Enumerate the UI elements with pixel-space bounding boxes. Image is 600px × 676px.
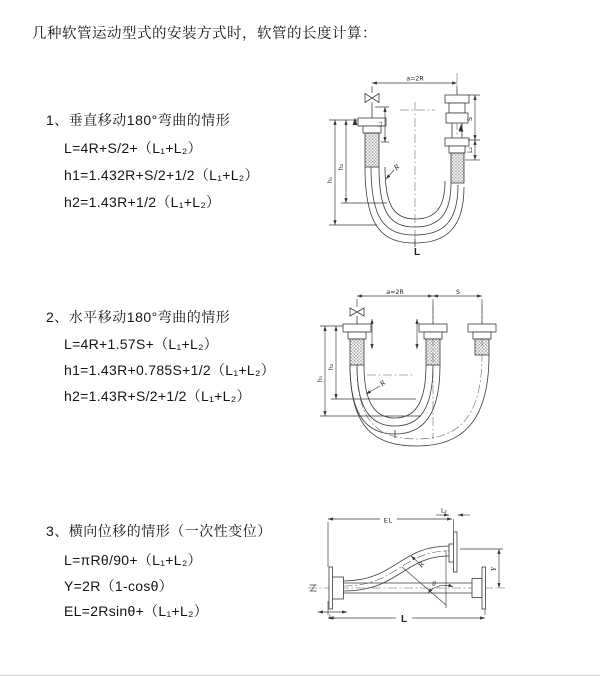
dim-l2-label: L₂ <box>440 507 448 515</box>
vertical-bend-diagram <box>315 72 585 257</box>
flange <box>329 567 333 609</box>
dim-h1-label: h₁ <box>327 176 334 184</box>
u-loop-hose <box>350 365 440 438</box>
hose-braid <box>451 153 464 183</box>
page-title: 几种软管运动型式的安装方式时，软管的长度计算： <box>32 26 377 42</box>
left-pipe <box>343 308 371 365</box>
s-curve-hose <box>344 532 458 591</box>
section-1-formula-h1: h1=1.432R+S/2+1/2（L₁+L₂） <box>64 167 259 183</box>
up-arrow-icon <box>459 124 464 132</box>
horizontal-bend-diagram <box>313 287 588 457</box>
flange <box>454 532 458 572</box>
section-3-formula-EL: EL=2Rsinθ+（L₁+L₂） <box>64 603 209 619</box>
dim-l2-label: L₂ <box>467 146 474 154</box>
flange <box>343 324 371 332</box>
dim-el-label: EL <box>383 517 394 525</box>
left-pipe <box>353 94 386 168</box>
section-3-formula-Y: Y=2R（1-cosθ） <box>64 578 174 594</box>
section-1-formula-h2: h2=1.43R+1/2（L₁+L₂） <box>64 194 221 210</box>
dim-s-label: S <box>467 117 474 121</box>
dim-h1-label: h₁ <box>317 375 324 383</box>
dim-a-label: a=2R <box>406 75 424 83</box>
section-2-formula-h2: h2=1.43R+S/2+1/2（L₁+L₂） <box>64 388 251 404</box>
dimensions <box>317 289 482 416</box>
flange <box>445 95 469 103</box>
hose-braid <box>475 339 489 355</box>
hose-braid <box>350 339 364 365</box>
flange <box>468 324 496 332</box>
section-3-formula-L: L=πRθ/90+（L₁+L₂） <box>64 552 202 568</box>
angle-construction <box>402 550 453 608</box>
section-1-heading: 1、垂直移动180°弯曲的情形 <box>46 112 231 128</box>
lateral-displacement-diagram <box>300 505 600 655</box>
theta-label: θ <box>432 579 436 588</box>
dim-h2-label: h₂ <box>338 163 345 171</box>
dim-l1-label: L₁ <box>377 120 384 128</box>
dim-h2-label: h₂ <box>328 363 335 371</box>
dim-a-label: a=2R <box>386 288 404 296</box>
dim-l1-label: L₁ <box>328 614 336 621</box>
flange <box>419 324 447 332</box>
u-loop-hose <box>365 167 464 247</box>
dimensions <box>318 508 503 626</box>
section-2-heading: 2、水平移动180°弯曲的情形 <box>46 309 231 325</box>
dim-s-label: S <box>456 288 460 296</box>
section-2-formula-L: L=4R+1.57S+（L₁+L₂） <box>64 336 219 352</box>
dim-y-label: Y <box>489 566 498 572</box>
valve-icon <box>350 308 364 316</box>
flange <box>482 567 486 609</box>
hose-braid <box>426 339 440 365</box>
radius-label: R <box>391 162 402 173</box>
length-label: L <box>400 614 408 625</box>
middle-pipe <box>419 324 447 365</box>
valve-icon <box>365 94 379 103</box>
up-arrow-icon <box>353 118 358 126</box>
section-3-heading: 3、横向位移的情形（一次性变位） <box>46 523 272 539</box>
radius-label: R <box>415 560 426 570</box>
section-1-formula-L: L=4R+S/2+（L₁+L₂） <box>64 140 202 156</box>
right-pipe <box>445 95 469 183</box>
length-label: L <box>413 247 421 258</box>
radius-label: R <box>377 378 388 389</box>
displaced-loop-hose <box>350 355 489 446</box>
flange <box>445 138 469 146</box>
right-pipe <box>468 324 496 355</box>
section-2-formula-h1: h1=1.43R+0.785S+1/2（L₁+L₂） <box>64 362 275 378</box>
hose-braid <box>365 133 379 167</box>
